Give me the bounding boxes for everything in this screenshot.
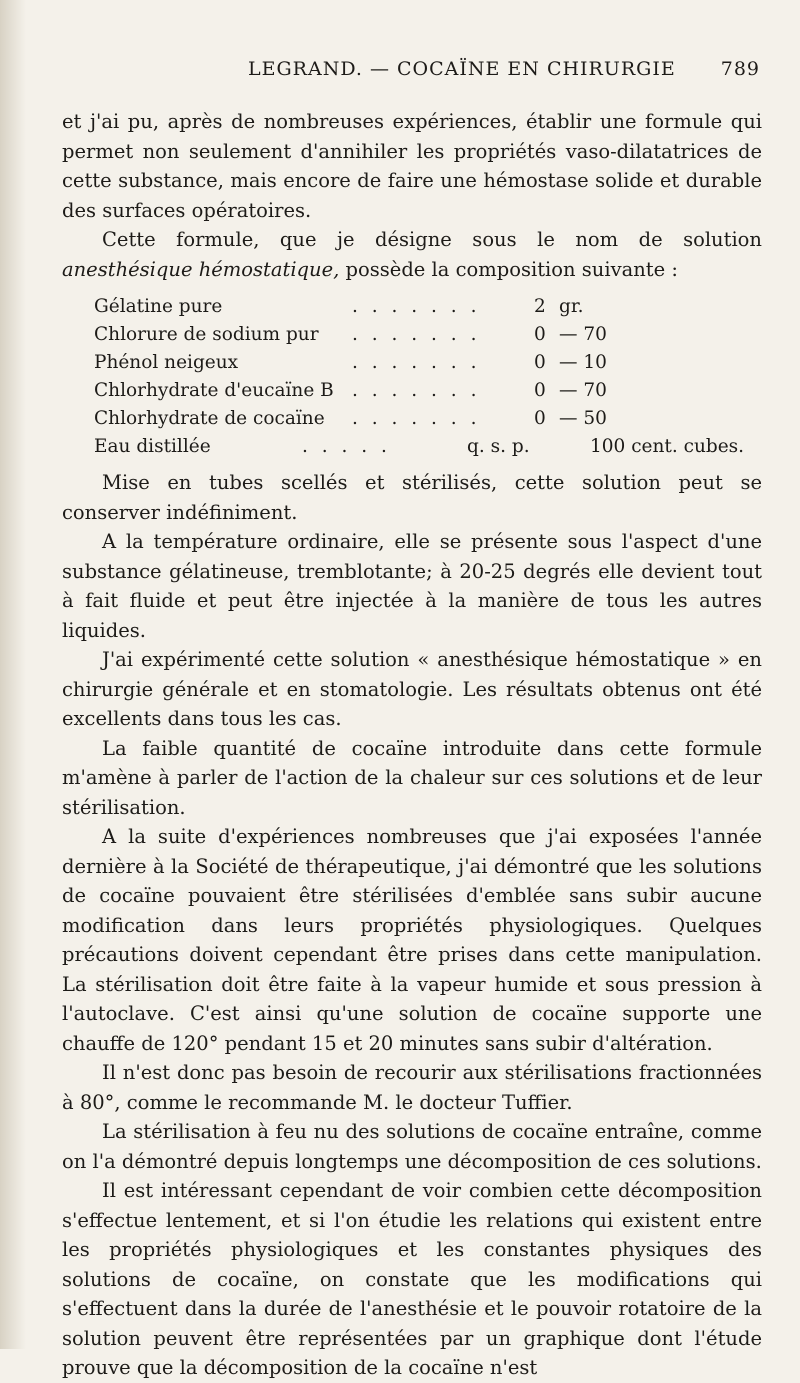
ingredient-quantity: q. s. p.	[467, 436, 530, 457]
ingredient-name: Chlorhydrate d'eucaïne B	[94, 380, 334, 401]
page-gutter-shadow	[0, 0, 26, 1349]
formula-row	[62, 292, 762, 320]
ingredient-quantity: 0	[534, 352, 546, 373]
paragraph: La stérilisation à feu nu des solutions de cocaïne entraîne, comme on l'a démontré depuis longtemps une décomposition de ces solutions.	[62, 1120, 762, 1173]
leader-dots: . . . . . . .	[352, 408, 481, 429]
ingredient-quantity: 0	[534, 380, 546, 401]
ingredient-unit: — 70	[559, 380, 607, 401]
paragraph: La faible quantité de cocaïne introduite dans cette formule m'amène à parler de l'action de la chaleur sur ces solutions et de leur stérilisation.	[62, 736, 762, 819]
ingredient-unit: gr.	[559, 296, 584, 317]
ingredient-name: Phénol neigeux	[94, 352, 239, 373]
page-number: 789	[720, 58, 760, 80]
ingredient-quantity: 0	[534, 324, 546, 345]
text-run: Cette formule, que je désigne sous le nom de solution	[102, 228, 762, 251]
running-title: LEGRAND. — COCAÏNE EN CHIRURGIE	[248, 58, 676, 80]
paragraph: J'ai expérimenté cette solution « anesthésique hémostatique » en chirurgie générale et en stomatologie. Les résultats obtenus ont été excellents dans tous les cas.	[62, 648, 762, 730]
formula-row	[62, 348, 762, 376]
page-body	[62, 107, 762, 1383]
ingredient-name: Chlorure de sodium pur	[94, 324, 319, 345]
italic-term: anesthésique hémostatique,	[62, 257, 340, 281]
running-header	[248, 58, 760, 84]
paragraph: Il n'est donc pas besoin de recourir aux stérilisations fractionnées à 80°, comme le recommande M. le docteur Tuffier.	[62, 1061, 762, 1114]
paragraph: A la température ordinaire, elle se présente sous l'aspect d'une substance gélatineuse, tremblotante; à 20-25 degrés elle devient tout à fait fluide et peut être injectée à la manière de tous les autres liquides.	[62, 530, 762, 642]
ingredient-unit: — 70	[559, 324, 607, 345]
paragraph: A la suite d'expériences nombreuses que j'ai exposées l'année dernière à la Société de thérapeutique, j'ai démontré que les solutions de cocaïne pouvaient être stérilisées d'emblée sans subir aucune modification dans leurs propriétés physiologiques. Quelques précautions doivent cependant être prises dans cette manipulation. La stérilisation doit être faite à la vapeur humide et sous pression à l'autoclave. C'est ainsi qu'une solution de cocaïne supporte une chauffe de 120° pendant 15 et 20 minutes sans subir d'altération.	[62, 825, 762, 1055]
formula-row	[62, 320, 762, 348]
leader-dots: . . . . . . .	[352, 352, 481, 373]
formula-row	[62, 432, 762, 460]
formula-table	[62, 286, 762, 466]
leader-dots: . . . . . . .	[352, 296, 481, 317]
paragraph: Il est intéressant cependant de voir combien cette décomposition s'effectue lentement, et si l'on étudie les relations qui existent entre les propriétés physiologiques et les constantes physiques des solutions de cocaïne, on constate que les modifications qui s'effectuent dans la durée de l'anesthésie et le pouvoir rotatoire de la solution peuvent être représentées par un graphique dont l'étude prouve que la décomposition de la cocaïne n'est	[62, 1179, 762, 1379]
ingredient-name: Chlorhydrate de cocaïne	[94, 408, 325, 429]
leader-dots: . . . . .	[302, 436, 391, 457]
paragraph: et j'ai pu, après de nombreuses expériences, établir une formule qui permet non seulement d'annihiler les propriétés vaso-dilatatrices de cette substance, mais encore de faire une hémostase solide et durable des surfaces opératoires.	[62, 110, 762, 222]
ingredient-quantity: 2	[534, 296, 546, 317]
ingredient-name: Gélatine pure	[94, 296, 223, 317]
leader-dots: . . . . . . .	[352, 324, 481, 345]
paragraph: Mise en tubes scellés et stérilisés, cette solution peut se conserver indéfiniment.	[62, 471, 762, 524]
text-run: possède la composition suivante :	[339, 257, 678, 281]
ingredient-unit: — 10	[559, 352, 607, 373]
formula-row	[62, 404, 762, 432]
leader-dots: . . . . . . .	[352, 380, 481, 401]
ingredient-quantity: 0	[534, 408, 546, 429]
paragraph	[62, 225, 762, 284]
ingredient-unit: 100 cent. cubes.	[590, 436, 745, 457]
formula-row	[62, 376, 762, 404]
ingredient-unit: — 50	[559, 408, 607, 429]
ingredient-name: Eau distillée	[94, 436, 211, 457]
